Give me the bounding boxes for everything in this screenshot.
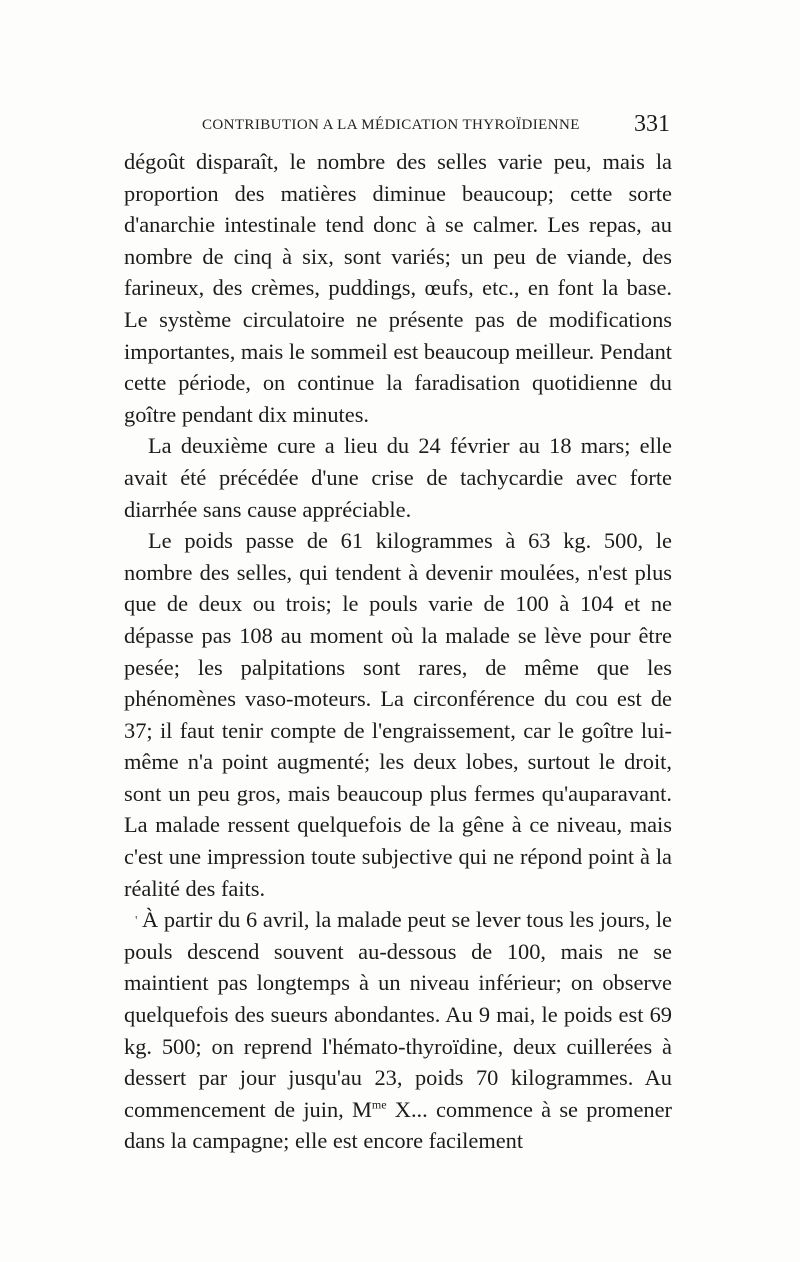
paragraph-2: La deuxième cure a lieu du 24 février au 18 mars; elle avait été précédée d'une crise de tachycardie avec forte diarrhée sans cause appréciable.	[124, 433, 672, 522]
running-head	[130, 113, 678, 143]
page-number: 331	[634, 111, 670, 137]
paragraph-1: dégoût disparaît, le nombre des selles varie peu, mais la proportion des matières diminue beaucoup; cette sorte d'anarchie intestinale tend donc à se calmer. Les repas, au nombre de cinq à six, sont variés; un peu de viande, des farineux, des crèmes, puddings, œufs, etc., en font la base. Le système circulatoire ne présente pas de modifications importantes, mais le sommeil est beaucoup meilleur. Pendant cette période, on continue la faradisation quotidienne du goître pendant dix minutes.	[124, 149, 672, 427]
body-text	[124, 146, 672, 1157]
paragraph-3: Le poids passe de 61 kilogrammes à 63 kg. 500, le nombre des selles, qui tendent à devenir moulées, n'est plus que de deux ou trois; le pouls varie de 100 à 104 et ne dépasse pas 108 au moment où la malade se lève pour être pesée; les palpitations sont rares, de même que les phénomènes vaso-moteurs. La circonférence du cou est de 37; il faut tenir compte de l'engraissement, car le goître lui-même n'a point augmenté; les deux lobes, surtout le droit, sont un peu gros, mais beaucoup plus fermes qu'auparavant. La malade ressent quelquefois de la gêne à ce niveau, mais c'est une impression toute subjective qui ne répond point à la réalité des faits.	[124, 528, 672, 901]
margin-tick-mark: '	[135, 914, 138, 930]
superscript-me: me	[371, 1097, 387, 1112]
paragraph-4-continuation: X... commence à se promener dans la campagne; elle est encore facilement	[124, 1096, 672, 1154]
paragraph-4-text: À partir du 6 avril, la malade peut se lever tous les jours, le pouls descend souvent au-dessous de 100, mais ne se maintient pas longtemps à un niveau inférieur; on observe quelquefois des sueurs abondantes. Au 9 mai, le poids est 69 kg. 500; on reprend l'hémato-thyroïdine, deux cuillerées à dessert par jour jusqu'au 23, poids 70 kilogrammes. Au commencement de juin, M	[124, 907, 672, 1122]
paragraph-4	[124, 904, 672, 1157]
running-title: CONTRIBUTION A LA MÉDICATION THYROÏDIENNE	[202, 117, 580, 133]
